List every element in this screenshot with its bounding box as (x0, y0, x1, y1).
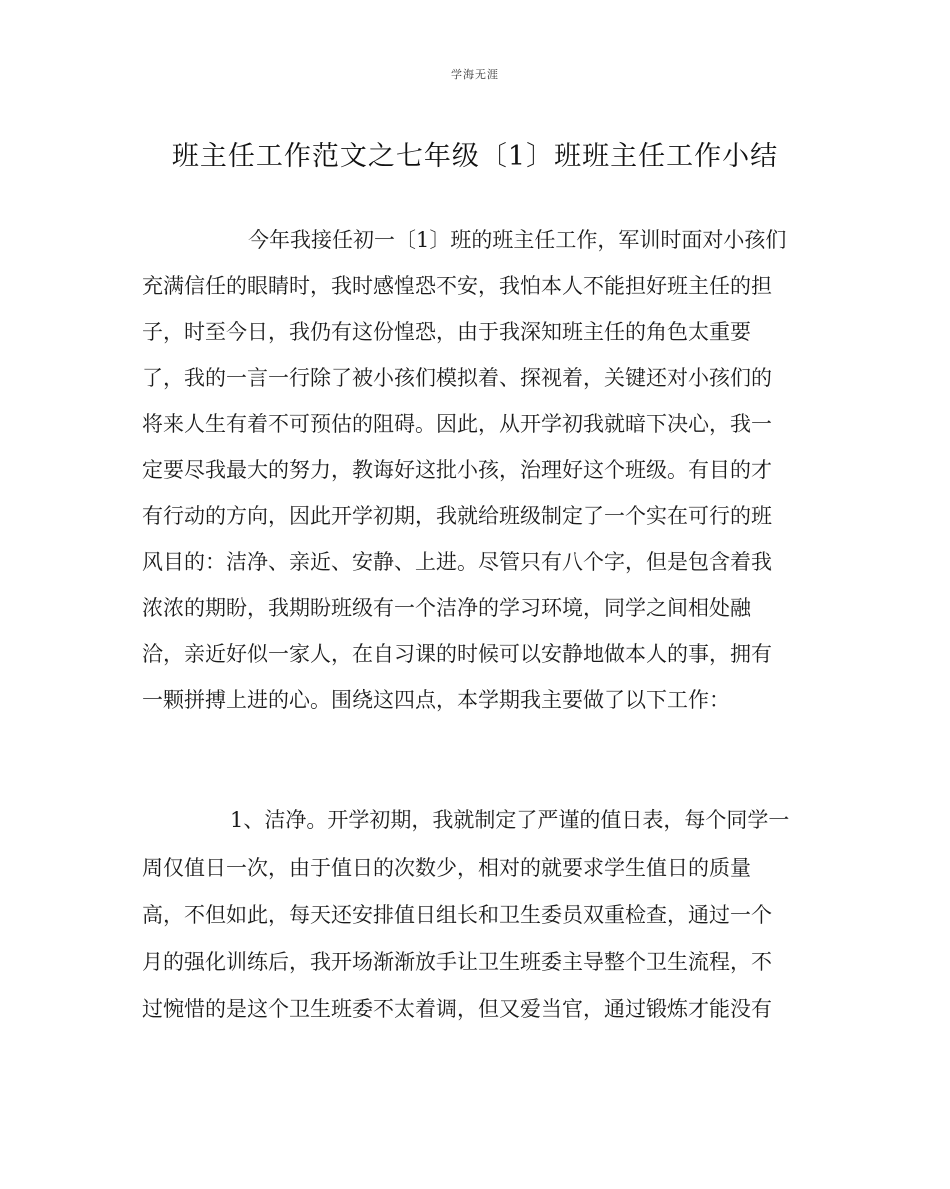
paragraph-1-line-4: 了，我的一言一行除了被小孩们模拟着、探视着，关键还对小孩们的 (142, 366, 772, 390)
paragraph-1-line-10: 洽，亲近好似一家人，在自习课的时候可以安静地做本人的事，拥有 (142, 642, 772, 666)
paragraph-1-line-5: 将来人生有着不可预估的阻碍。因此，从开学初我就暗下决心，我一 (142, 412, 772, 436)
running-header: 学海无涯 (451, 68, 499, 81)
paragraph-1-line-3: 子，时至今日，我仍有这份惶恐，由于我深知班主任的角色太重要 (142, 320, 751, 344)
paragraph-1-line-11: 一颗拼搏上进的心。围绕这四点，本学期我主要做了以下工作： (142, 688, 730, 712)
paragraph-1-line-2: 充满信任的眼睛时，我时感惶恐不安，我怕本人不能担好班主任的担 (142, 274, 772, 298)
paragraph-2-line-4: 月的强化训练后，我开场渐渐放手让卫生班委主导整个卫生流程，不 (142, 950, 772, 974)
paragraph-1-line-9: 浓浓的期盼，我期盼班级有一个洁净的学习环境，同学之间相处融 (142, 596, 751, 620)
paragraph-1-line-8: 风目的：洁净、亲近、安静、上进。尽管只有八个字，但是包含着我 (142, 550, 772, 574)
paragraph-2-line-1: 1、洁净。开学初期，我就制定了严谨的值日表，每个同学一 (230, 808, 790, 832)
paragraph-2-line-2: 周仅值日一次，由于值日的次数少，相对的就要求学生值日的质量 (142, 856, 751, 880)
paragraph-1-line-1: 今年我接任初一〔1〕班的班主任工作，军训时面对小孩们 (248, 228, 787, 252)
paragraph-2-line-5: 过惋惜的是这个卫生班委不太着调，但又爱当官，通过锻炼才能没有 (142, 997, 772, 1021)
paragraph-2-line-3: 高，不但如此，每天还安排值日组长和卫生委员双重检查，通过一个 (142, 903, 772, 927)
paragraph-1-line-7: 有行动的方向，因此开学初期，我就给班级制定了一个实在可行的班 (142, 504, 772, 528)
paragraph-1-line-6: 定要尽我最大的努力，教诲好这批小孩，治理好这个班级。有目的才 (142, 458, 772, 482)
document-title: 班主任工作范文之七年级〔1〕班班主任工作小结 (171, 141, 779, 172)
